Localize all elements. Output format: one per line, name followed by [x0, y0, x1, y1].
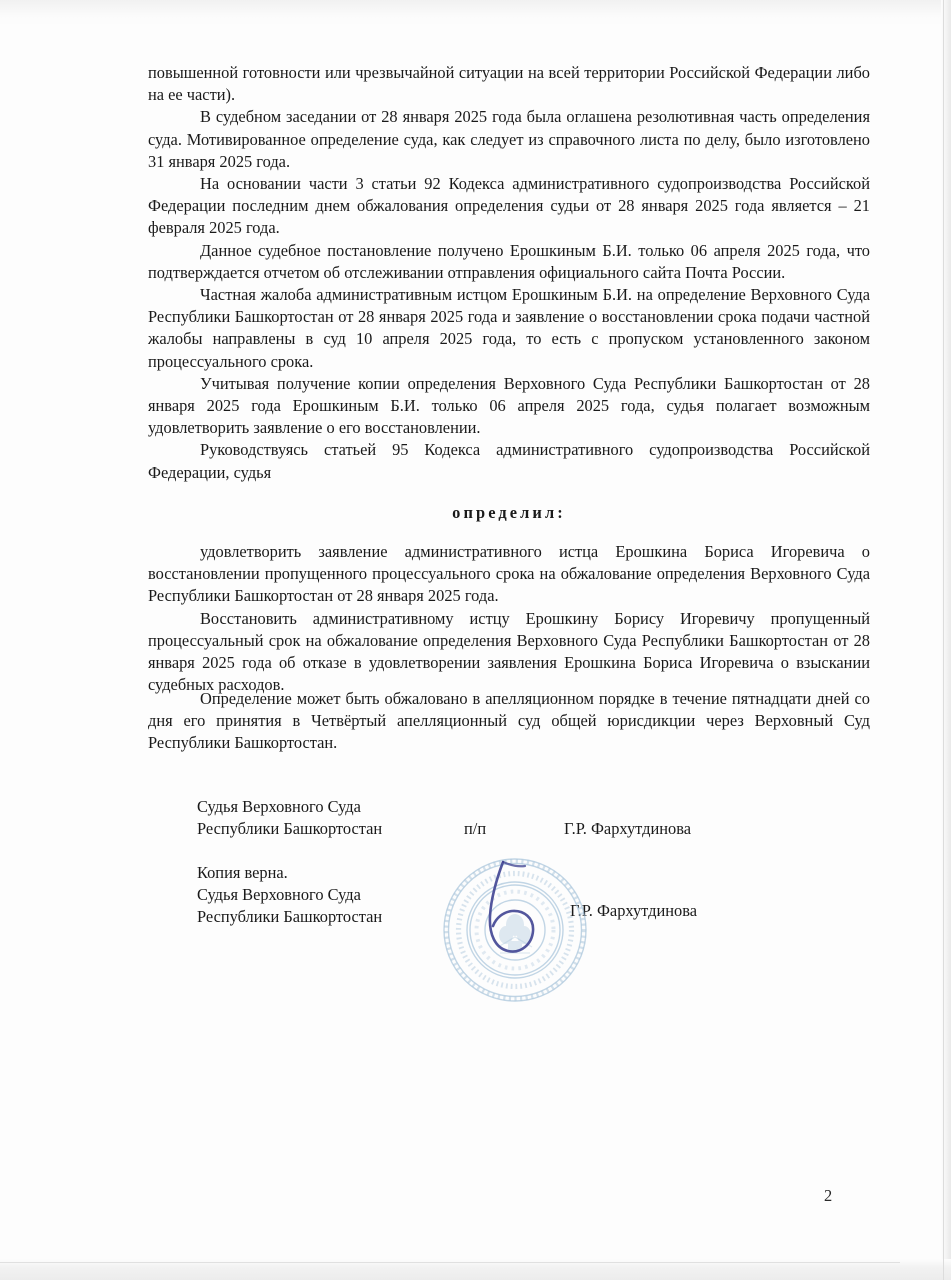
certified-copy-label: Копия верна. [197, 863, 288, 882]
paragraph-continuation: повышенной готовности или чрезвычайной ситуации на всей территории Российской Федерации либо на ее части). [148, 63, 870, 105]
paper-edge-right [941, 0, 951, 1280]
paragraph-appeal-procedure: Определение может быть обжаловано в апелляционном порядке в течение пятнадцати дней со дня его принятия в Четвёртый апелляционный суд общей юрисдикции через Верховный Суд Республики Башкортостан. [148, 689, 870, 753]
scan-artifact-line-bottom [0, 1262, 900, 1263]
certified-copy-line-3: Республики Башкортостан [197, 907, 383, 927]
paper-edge-bottom [0, 1259, 951, 1280]
paragraph-considering: Учитывая получение копии определения Верховного Суда Республики Башкортостан от 28 января 2025 года Ерошкиным Б.И. только 06 апреля 2025 года, судья полагает возможным удовлетворить заявление о его восстановлении. [148, 373, 870, 438]
paper-tint-top [0, 0, 951, 26]
signature-line-1: Судья Верховного Суда [197, 797, 361, 816]
scan-artifact-line-right [943, 0, 944, 1280]
paragraph-grant-application: удовлетворить заявление административного истца Ерошкина Бориса Игоревича о восстановлении пропущенного процессуального срока на обжалование определения Верховного Суда Республики Башкортостан от 28 января 2025 года. [148, 542, 870, 606]
signature-block-judge [197, 796, 382, 840]
handwritten-signature [477, 856, 557, 976]
paragraph-restore-term: Восстановить административному истцу Ерошкину Борису Игоревичу пропущенный процессуальный срок на обжалование определения Верховного Суда Республики Башкортостан от 28 января 2025 года об отказе в удовлетворении заявления Ерошкина Бориса Игоревича о взыскании судебных расходов. [148, 608, 870, 695]
appeal-notice [148, 688, 870, 755]
certified-copy-line-2: Судья Верховного Суда [197, 885, 361, 905]
court-seal-stamp-icon [436, 851, 594, 1009]
signature-name-certified-copy: Г.Р. Фархутдинова [570, 901, 697, 920]
signature-name-judge: Г.Р. Фархутдинова [564, 819, 691, 838]
paragraph-article-92: На основании части 3 статьи 92 Кодекса административного судопроизводства Российской Федерации последним днем обжалования определения судьи от 28 января 2025 года является – 21 февраля 2025 года. [148, 174, 870, 238]
signature-line-2: Республики Башкортостан [197, 819, 383, 839]
document-body [148, 62, 870, 484]
signature-block-certified-copy [197, 862, 382, 929]
paragraph-private-complaint: Частная жалоба административным истцом Ерошкиным Б.И. на определение Верховного Суда Республики Башкортостан от 28 января 2025 года и заявление о восстановлении срока подачи частной жалобы направлены в суд 10 апреля 2025 года, то есть с пропуском установленного законом процессуального срока. [148, 285, 870, 371]
signed-marker-pp: п/п [464, 819, 487, 838]
page-number: 2 [824, 1186, 833, 1205]
verdict-heading: определил: [452, 503, 566, 522]
paragraph-hearing-date: В судебном заседании от 28 января 2025 года была оглашена резолютивная часть определения суда. Мотивированное определение суда, как следует из справочного листа по делу, было изготовлено 31 января 2025 года. [148, 107, 870, 171]
verdict-body [148, 541, 870, 696]
paragraph-guided-by: Руководствуясь статьей 95 Кодекса административного судопроизводства Российской Федерации, судья [148, 440, 870, 482]
paragraph-received: Данное судебное постановление получено Ерошкиным Б.И. только 06 апреля 2025 года, что подтверждается отчетом об отслеживании отправления официального сайта Почта России. [148, 240, 870, 282]
